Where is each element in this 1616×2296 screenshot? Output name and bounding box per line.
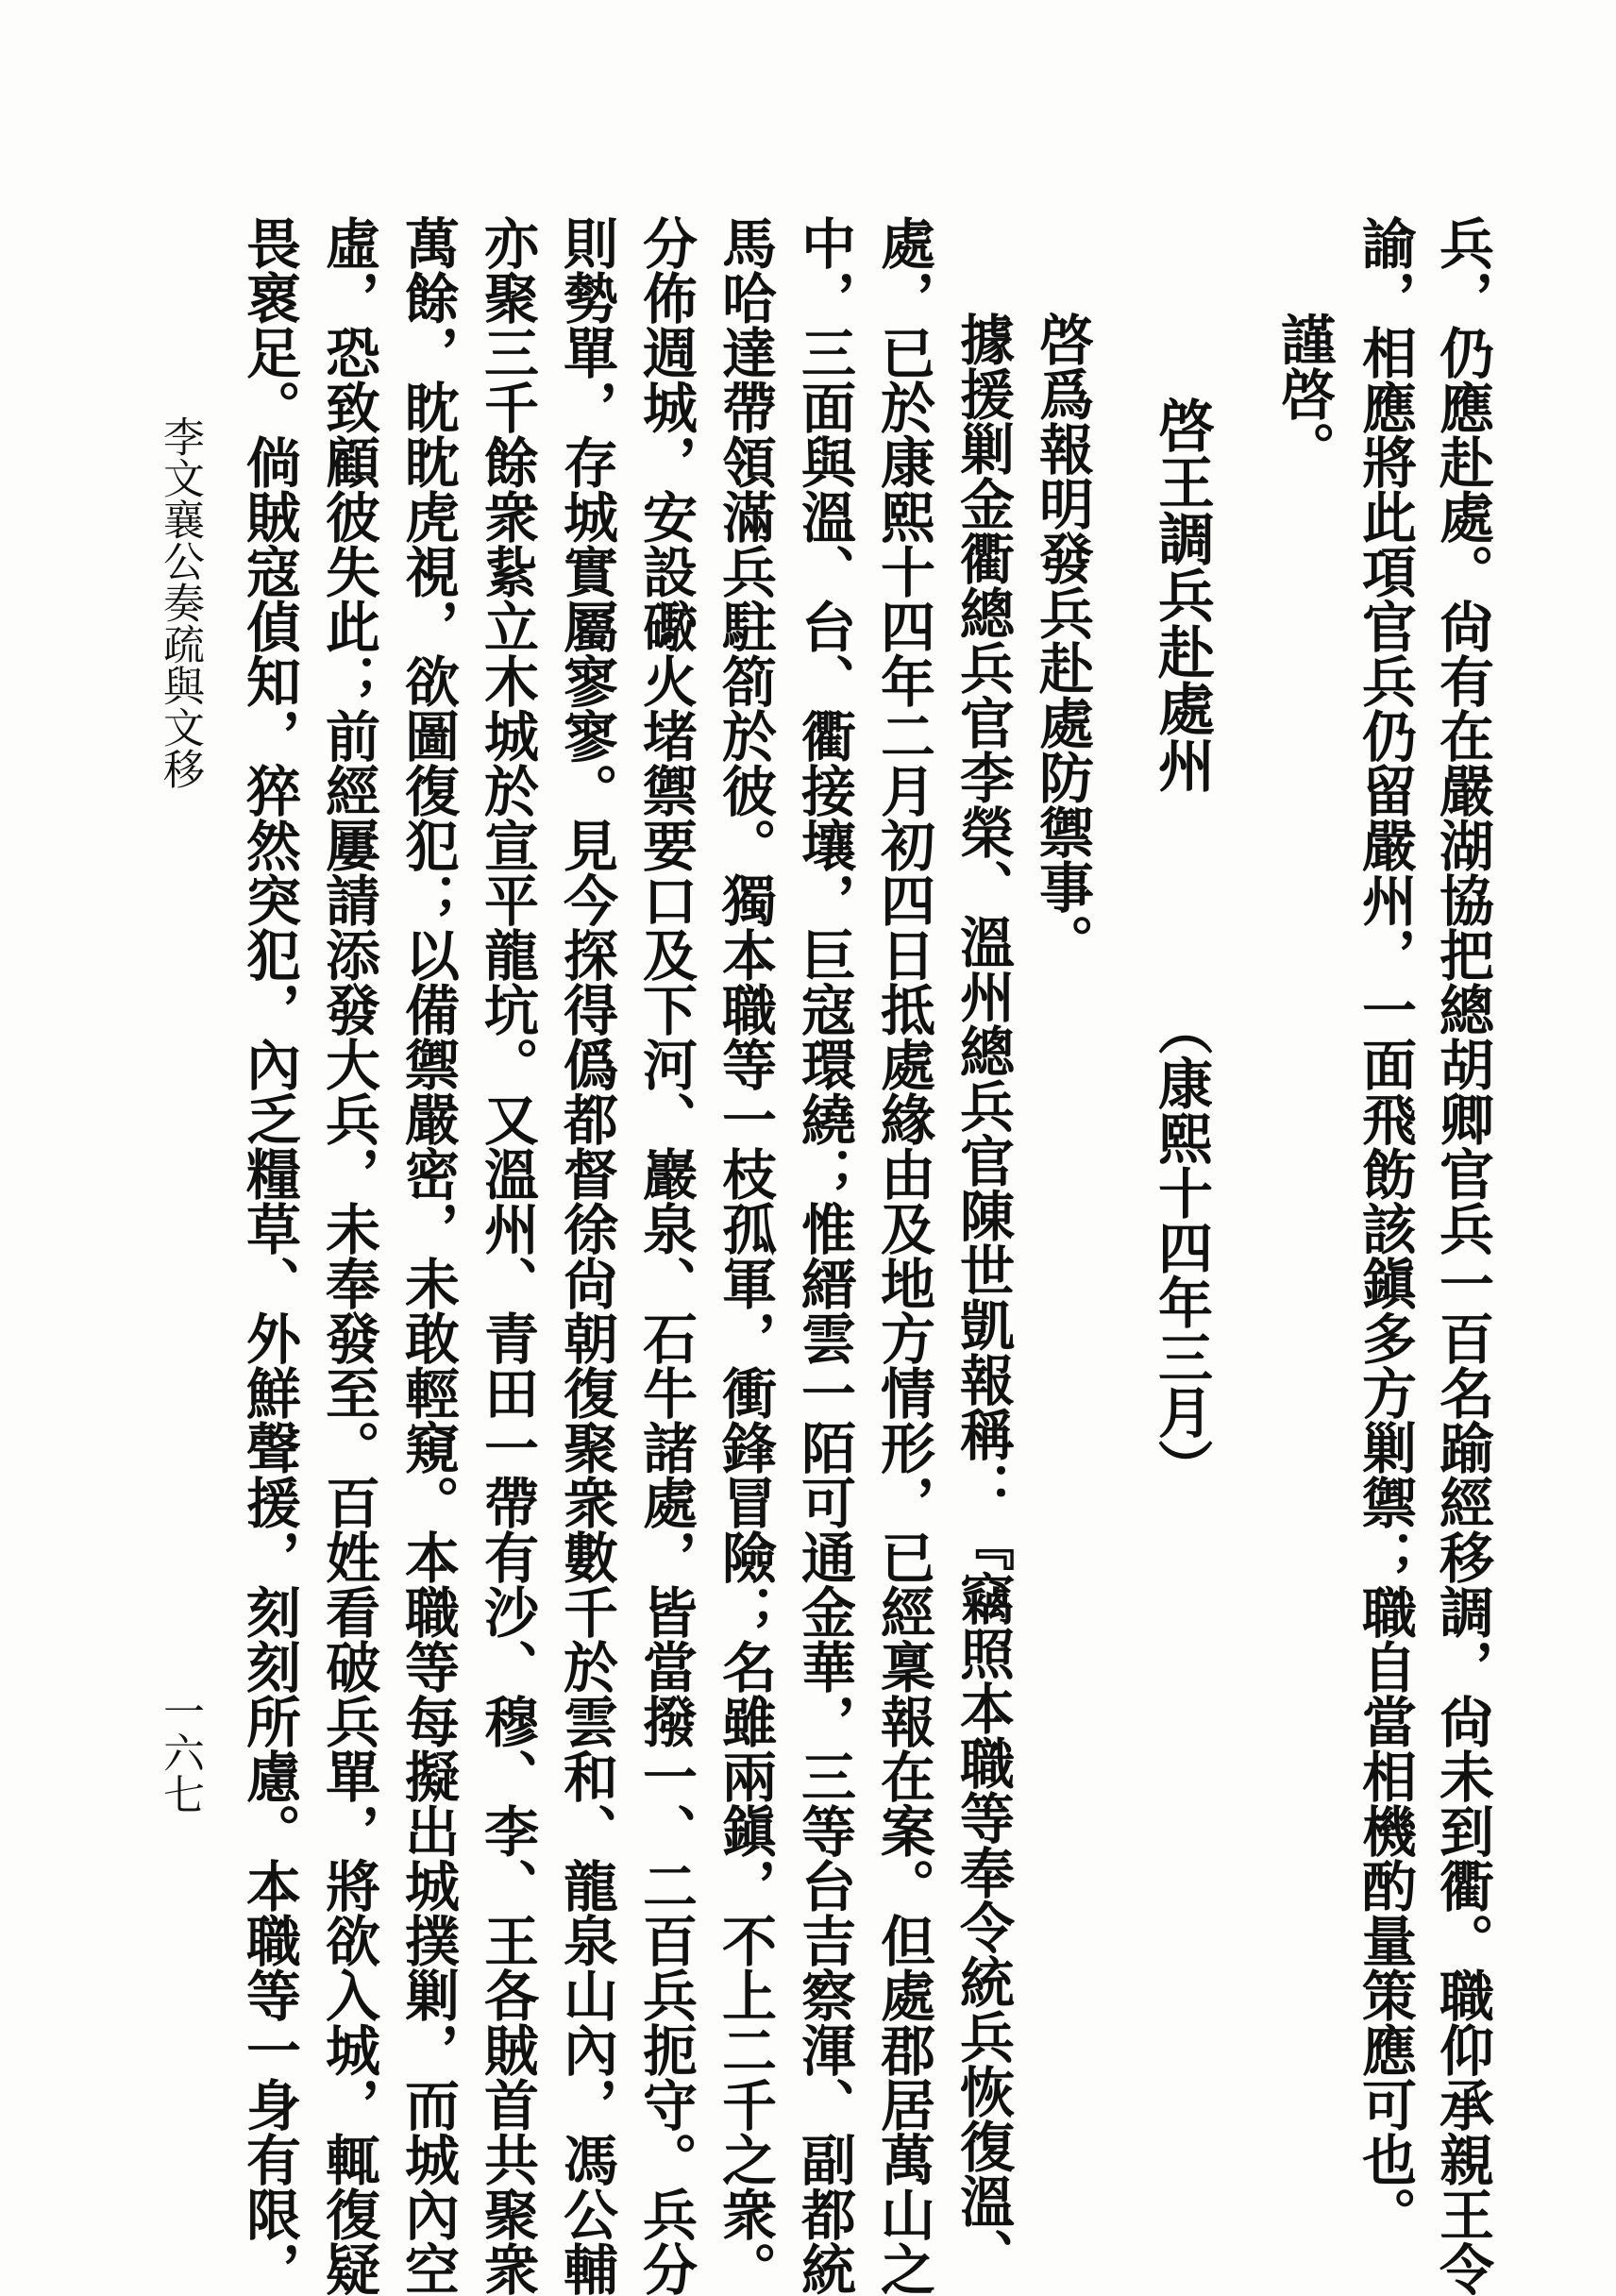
text-column-8: 亦聚三千餘衆紥立木城於宣平龍坑。又溫州、青田一帶有沙、穆、李、王各賊首共聚衆 bbox=[475, 215, 539, 2296]
memorial-heading: 啓王調兵赴處州 bbox=[1149, 397, 1215, 793]
page-number: 一六七 bbox=[156, 1690, 204, 1815]
text-column-6: 分佈週城，安設礮火堵禦要口及下河、巖泉、石牛諸處，皆當撥一、二百兵扼守。兵分 bbox=[633, 215, 698, 2296]
closing-line: 謹啓。 bbox=[1271, 312, 1336, 476]
text-column-4: 中，三面與溫、台、衢接壤，巨寇環繞；惟縉雲一陌可通金華，三等台吉察渾、副都統 bbox=[792, 215, 856, 2296]
text-column-7: 則勢單，存城實屬寥寥。見今探得僞都督徐尙朝復聚衆數千於雲和、龍泉山內，馮公輔 bbox=[554, 215, 618, 2296]
text-column-10: 虛，恐致顧彼失此；前經屢請添發大兵，未奉發至。百姓看破兵單，將欲入城，輒復疑 bbox=[316, 215, 380, 2296]
memorial-date: （康熙十四年三月） bbox=[1149, 1001, 1213, 1494]
text-column-2: 諭，相應將此項官兵仍留嚴州，一面飛飭該鎭多方剿禦；職自當相機酌量策應可也。 bbox=[1353, 215, 1417, 2241]
text-column-5: 馬哈達帶領滿兵駐箚於彼。獨本職等一枝孤軍，衝鋒冒險；名雖兩鎭，不上二千之衆。 bbox=[713, 215, 777, 2296]
report-intro: 據援剿金衢總兵官李榮、溫州總兵官陳世凱報稱：『竊照本職等奉令統兵恢復溫、 bbox=[951, 312, 1015, 2283]
opening-line: 啓爲報明發兵赴處防禦事。 bbox=[1030, 312, 1094, 969]
book-title: 李文襄公奏疏與文移 bbox=[156, 415, 204, 789]
text-column-3: 處，已於康熙十四年二月初四日抵處緣由及地方情形，已經稟報在案。但處郡居萬山之 bbox=[871, 215, 935, 2296]
text-column-11: 畏褱足。倘賊寇偵知，猝然突犯，內乏糧草、外鮮聲援，刻刻所慮。本職等一身有限， bbox=[237, 215, 301, 2296]
text-column-1: 兵，仍應赴處。尙有在嚴湖協把總胡卿官兵一百名踰經移調，尙未到衢。職仰承親王令 bbox=[1430, 215, 1494, 2296]
text-column-9: 萬餘，眈眈虎視，欲圖復犯；以備禦嚴密，未敢輕窺。本職等每擬出城撲剿，而城內空 bbox=[396, 215, 460, 2296]
